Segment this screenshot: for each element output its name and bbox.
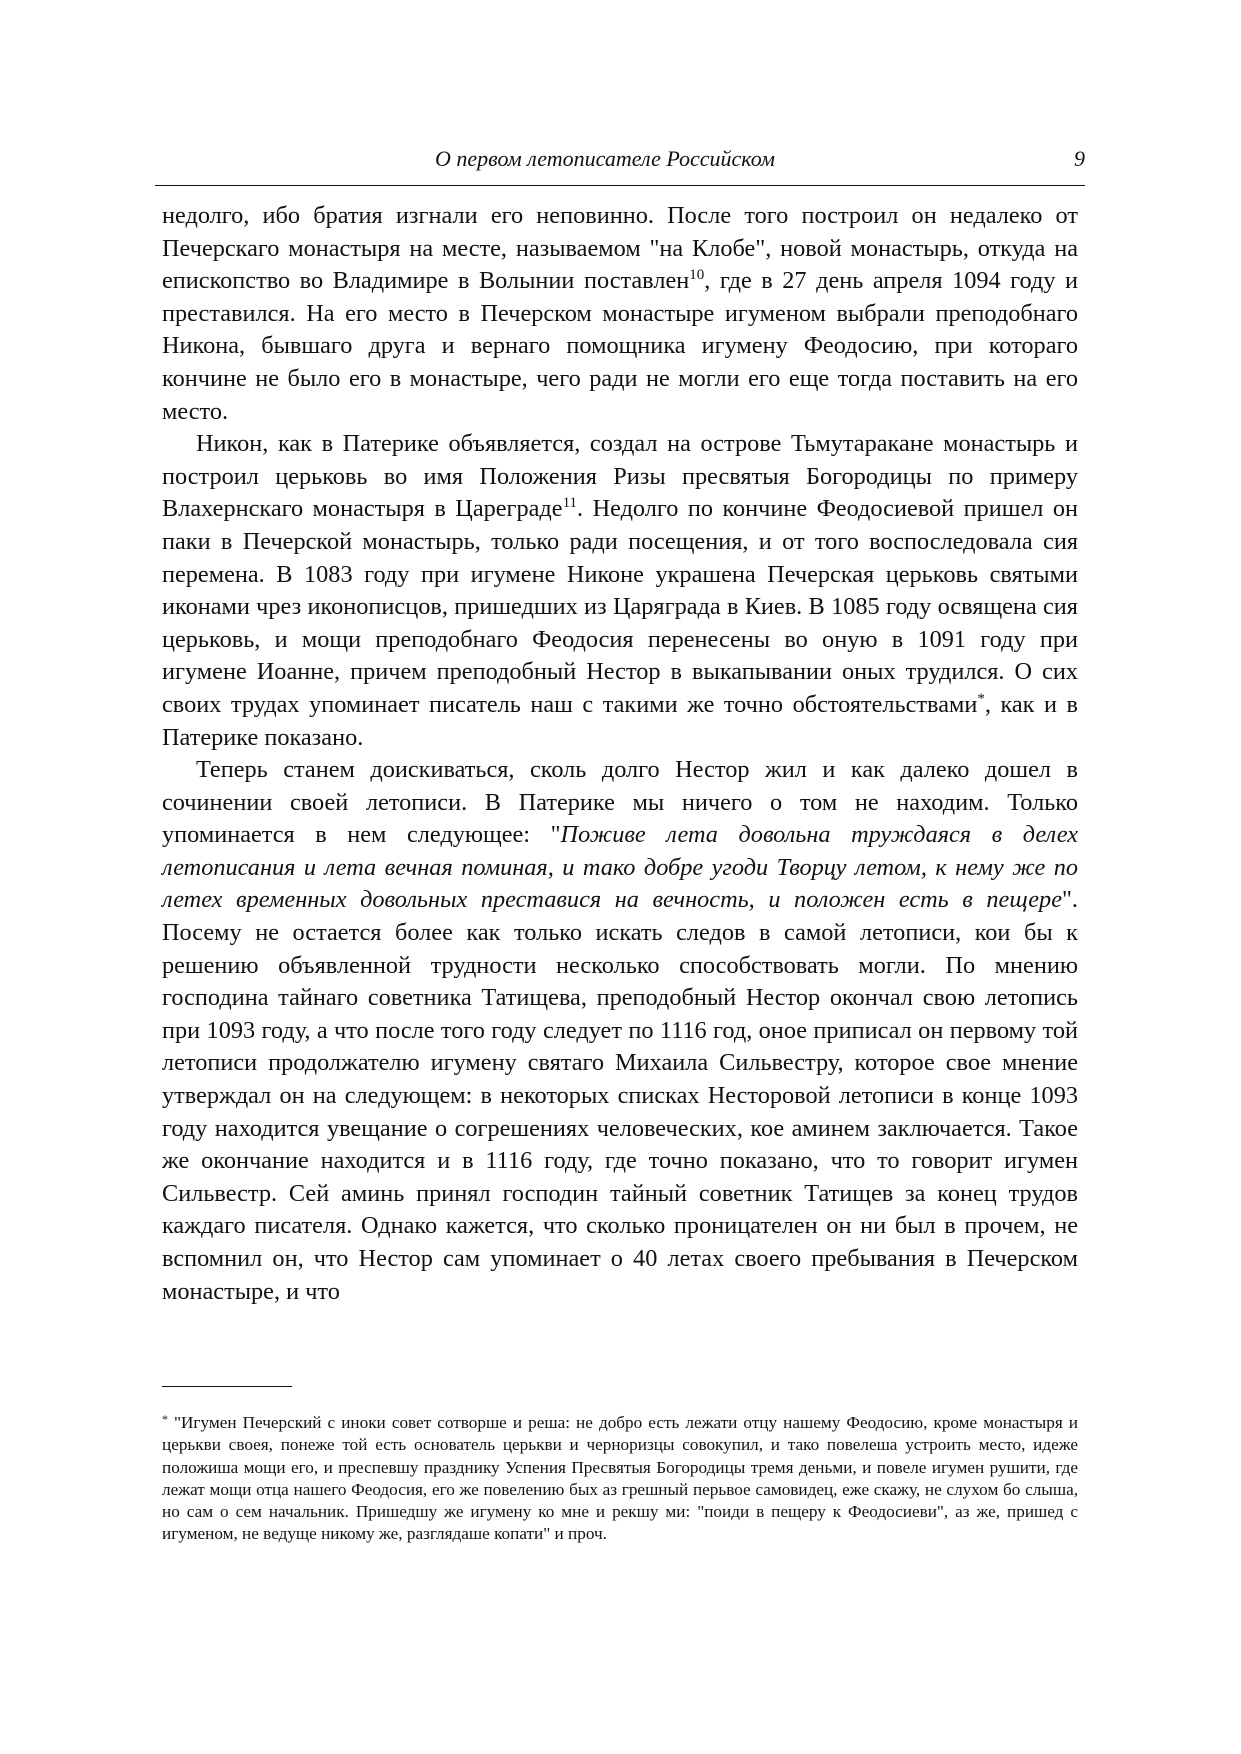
paragraph-3-text: Теперь станем доискиваться, сколь долго Нестор жил и как далеко дошел в сочинении своей летописи. В Патерике мы ничего о том не находим. Только упоминается в нем следующее: " bbox=[162, 756, 1078, 849]
page-number: 9 bbox=[1074, 146, 1085, 171]
running-header bbox=[155, 142, 1085, 176]
footnote-text: "Игумен Печерский с иноки совет сотворше и реша: не добро есть лежати отцу нашему Феодосию, кроме монастыря и церькви своея, понеже той есть основатель церькви и черноризцы совокупил, и тако повелеша устроить место, идеже положиша мощи его, и преспевшу празднику Успения Пресвятыя Богородицы тремя деньми, и повеле игумен рушити, где лежат мощи отца нашего Феодосия, его же повелению бых аз грешный перьвое самовидец, еже скажу, не слухом бо слыша, но сам о сем начальник. Пришедшу же игумену ко мне и рекшу ми: "поиди в пещеру к Феодосиеви", аз же, пришед с игуменом, не ведуще никому же, разглядаше копати" и проч. bbox=[162, 1413, 1078, 1544]
running-title: О первом летописателе Российском bbox=[435, 146, 775, 171]
footnote-ref-star: * bbox=[977, 690, 985, 707]
footnote-mark: * bbox=[162, 1412, 168, 1426]
paragraph-2-text-end: , как и в Патерике показано. bbox=[162, 690, 1078, 751]
note-ref-10: 10 bbox=[689, 267, 705, 284]
footnote-rule bbox=[162, 1386, 292, 1387]
paragraph-1-text-cont: , где в 27 день апреля 1094 году и преставился. На его место в Печерском монастыре игуменом выбрали преподобнаго Никона, бывшаго друга и вернаго помощника игумену Феодосию, при котораго кончине не было его в монастыре, чего ради не могли его еще тогда поставить на его место. bbox=[162, 267, 1078, 425]
paragraph-1 bbox=[162, 200, 1078, 428]
footnote-paragraph bbox=[162, 1408, 1078, 1546]
paragraph-1-text: недолго, ибо братия изгнали его неповинно. После того построил он недалеко от Печерскаго монастыря на месте, называемом "на Клобе", новой монастырь, откуда на епископство во Владимире в Волынии поставлен bbox=[162, 202, 1078, 295]
paragraph-2 bbox=[162, 428, 1078, 754]
footnote bbox=[162, 1408, 1078, 1546]
header-rule bbox=[155, 185, 1085, 186]
paragraph-2-text-cont: . Недолго по кончине Феодосиевой пришел он паки в Печерской монастырь, только ради посещения, и от того воспоследовала сия перемена. В 1083 году при игумене Никоне украшена Печерская церьковь святыми иконами чрез иконописцов, пришедших из Царяграда в Киев. В 1085 году освящена сия церьковь, и мощи преподобнаго Феодосия перенесены во оную в 1091 году при игумене Иоанне, причем преподобный Нестор в выкапывании оных трудился. О сих своих трудах упоминает писатель наш с такими же точно обстоятельствами bbox=[162, 495, 1078, 718]
note-ref-11: 11 bbox=[562, 495, 578, 512]
paragraph-3 bbox=[162, 754, 1078, 1308]
paterik-quote: Поживе лета довольна труждаяся в делех летописания и лета вечная поминая, и тако добре угоди Творцу летом, к нему же по летех временных довольных преставися на вечность, и положен есть в пещере bbox=[162, 821, 1078, 914]
paragraph-3-text-cont: ". Посему не остается более как только искать следов в самой летописи, кои бы к решению объявленной трудности несколько способствовать могли. По мнению господина тайнаго советника Татищева, преподобный Нестор окончал свою летопись при 1093 году, а что после того году следует по 1116 год, оное приписал он первому той летописи продолжателю игумену святаго Михаила Сильвестру, которое свое мнение утверждал он на следующем: в некоторых списках Несторовой летописи в конце 1093 году находится увещание о согрешениях человеческих, кое аминем заключается. Такое же окончание находится и в 1116 году, где точно показано, что то говорит игумен Сильвестр. Сей аминь принял господин тайный советник Татищев за конец трудов каждаго писателя. Однако кажется, что сколько проницателен он ни был в прочем, не вспомнил он, что Нестор сам упоминает о 40 летах своего пребывания в Печерском монастыре, и что bbox=[162, 886, 1078, 1305]
paragraph-2-text: Никон, как в Патерике объявляется, создал на острове Тьмутаракане монастырь и построил церьковь во имя Положения Ризы пресвятыя Богородицы по примеру Влахернскаго монастыря в Цареграде bbox=[162, 430, 1078, 523]
body-text bbox=[162, 200, 1078, 1308]
